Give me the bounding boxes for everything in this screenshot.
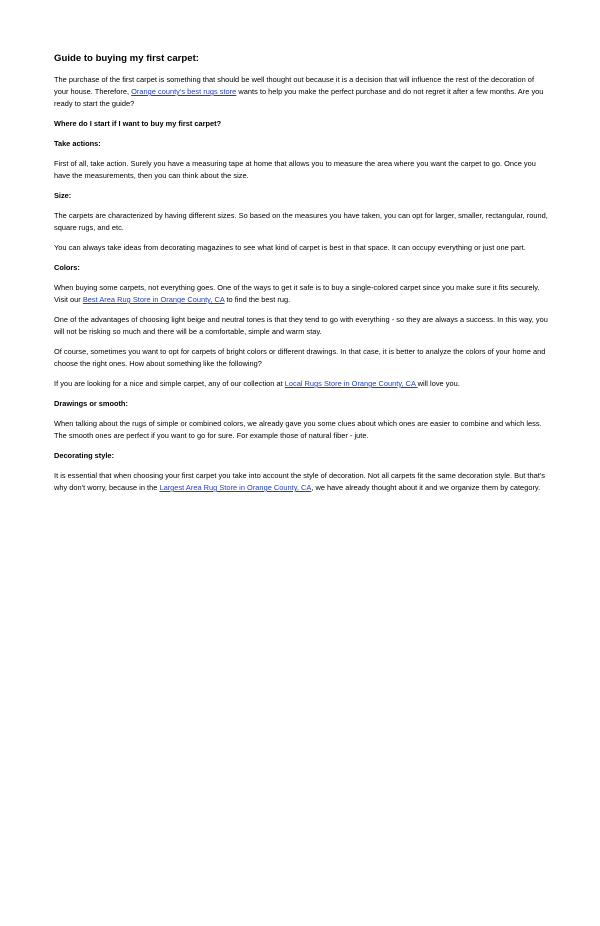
size-paragraph-2: You can always take ideas from decorating magazines to see what kind of carpet is best in that space. It can occupy everything or just one part.	[54, 243, 526, 252]
colors-paragraph-2: One of the advantages of choosing light beige and neutral tones is that they tend to go with everything - so they are always a success. In this way, you will not be risking so much and there will be a comfortable, simple and warm stay.	[54, 315, 548, 336]
decorating-text-start: It is essential that when choosing your first carpet you take into account the style of decoration. Not all carpets fit the same decoration style. But that's why don't worry, because in the	[54, 471, 545, 492]
decorating-text-end: , we have already thought about it and we organize them by category.	[311, 483, 541, 492]
size-heading: Size:	[54, 191, 72, 200]
colors-p4-text-end: will love you.	[417, 379, 460, 388]
intro-text-start: The purchase of the first carpet is something that should be well thought out because it is a decision that will influence the rest of the decoration of your house. Therefore,	[54, 75, 535, 96]
decorating-style-heading: Decorating style:	[54, 451, 114, 460]
orange-county-best-rugs-link[interactable]: Orange county's best rugs store	[131, 87, 237, 96]
local-rugs-store-link[interactable]: Local Rugs Store in Orange County, CA	[284, 379, 418, 388]
size-paragraph-1: The carpets are characterized by having different sizes. So based on the measures you have taken, you can opt for larger, smaller, rectangular, round, square rugs, and etc.	[54, 211, 548, 232]
decorating-style-paragraph	[54, 470, 548, 494]
colors-p1-text-start: When buying some carpets, not everything goes. One of the ways to get it safe is to buy a single-colored carpet since you make sure it fits securely. Visit our	[54, 283, 540, 304]
largest-area-rug-store-link[interactable]: Largest Area Rug Store in Orange County, CA	[159, 483, 312, 492]
take-actions-heading: Take actions:	[54, 139, 101, 148]
drawings-heading: Drawings or smooth:	[54, 399, 128, 408]
intro-paragraph	[54, 74, 548, 110]
page-title: Guide to buying my first carpet:	[54, 53, 199, 64]
colors-p4-text-start: If you are looking for a nice and simple carpet, any of our collection at	[54, 379, 285, 388]
colors-p1-text-end: to find the best rug.	[224, 295, 291, 304]
drawings-paragraph: When talking about the rugs of simple or combined colors, we already gave you some clues about which ones are easier to combine and which less. The smooth ones are perfect if you want to go for sure. For example those of natural fiber - jute.	[54, 419, 542, 440]
best-area-rug-store-link[interactable]: Best Area Rug Store in Orange County, CA	[82, 295, 225, 304]
colors-paragraph-3: Of course, sometimes you want to opt for carpets of bright colors or different drawings. In that case, it is better to analyze the colors of your home and choose the right ones. How about something like the following?	[54, 347, 546, 368]
take-actions-paragraph: First of all, take action. Surely you have a measuring tape at home that allows you to measure the area where you want the carpet to go. Once you have the measurements, then you can think about the size.	[54, 159, 536, 180]
colors-paragraph-1	[54, 282, 548, 306]
intro-text-end: wants to help you make the perfect purchase and do not regret it after a few months. Are you ready to start the guide?	[54, 87, 544, 108]
start-question-heading: Where do I start if I want to buy my first carpet?	[54, 119, 222, 128]
colors-paragraph-4	[54, 378, 548, 390]
colors-heading: Colors:	[54, 263, 80, 272]
